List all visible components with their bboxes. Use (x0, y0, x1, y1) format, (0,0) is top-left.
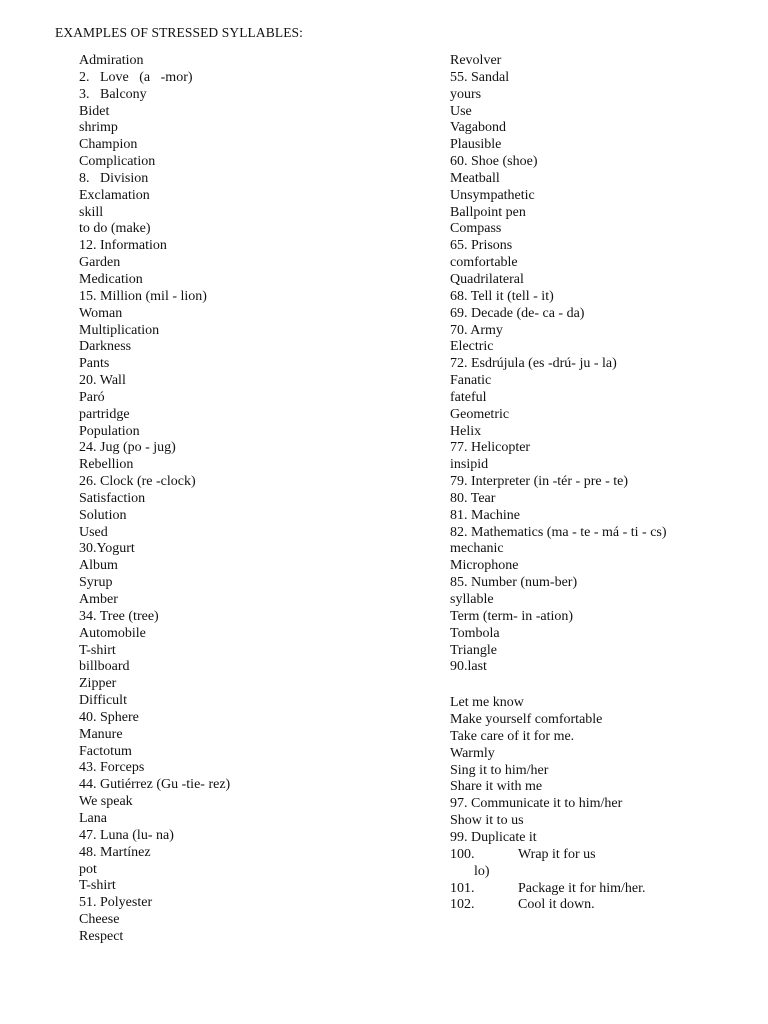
list-item: Microphone (450, 558, 519, 574)
list-item: Used (79, 524, 108, 540)
list-item: Woman (79, 305, 123, 321)
list-item: Compass (450, 221, 502, 237)
item-number: 101. (450, 880, 475, 896)
list-item: 82. Mathematics (ma - te - má - ti - cs) (450, 524, 667, 540)
item-text: Package it for him/her. (518, 880, 646, 896)
list-item: 43. Forceps (79, 760, 145, 776)
list-item: 69. Decade (de- ca - da) (450, 305, 585, 321)
list-item: 24. Jug (po - jug) (79, 440, 176, 456)
list-item: 8. Division (79, 170, 149, 186)
list-item: insipid (450, 457, 489, 473)
list-item: Zipper (79, 676, 117, 692)
list-item: partridge (79, 406, 130, 422)
list-item: 85. Number (num-ber) (450, 575, 578, 591)
list-item: Solution (79, 507, 127, 523)
list-item: Complication (79, 154, 156, 170)
list-item: Plausible (450, 137, 502, 153)
list-item: Lana (79, 810, 107, 826)
list-item: 44. Gutiérrez (Gu -tie- rez) (79, 777, 231, 793)
list-item: to do (make) (79, 221, 151, 237)
list-item: syllable (450, 592, 494, 607)
list-item: Triangle (450, 642, 497, 658)
list-item: Amber (79, 592, 118, 607)
list-item: 97. Communicate it to him/her (450, 796, 623, 812)
list-item: 60. Shoe (shoe) (450, 154, 538, 170)
list-item: pot (79, 861, 97, 877)
list-item: comfortable (450, 255, 518, 271)
list-item: 15. Million (mil - lion) (79, 288, 207, 304)
list-item: Unsympathetic (450, 187, 535, 203)
list-item: Population (79, 423, 140, 439)
list-item: Cheese (79, 912, 120, 928)
item-number: 100. (450, 846, 475, 862)
list-item: We speak (79, 794, 133, 810)
list-item: Electric (450, 339, 494, 355)
item-text: Cool it down. (518, 897, 595, 913)
list-item: 30.Yogurt (79, 541, 135, 557)
list-item: 68. Tell it (tell - it) (450, 288, 554, 304)
item-text: Wrap it for us (518, 846, 596, 862)
list-item-100-continuation: lo) (474, 863, 490, 879)
list-item: 77. Helicopter (450, 440, 531, 456)
list-item: Bidet (79, 103, 110, 119)
list-item: 65. Prisons (450, 238, 513, 254)
list-item: 72. Esdrújula (es -drú- ju - la) (450, 356, 617, 372)
list-item: 48. Martínez (79, 844, 151, 860)
list-item: 40. Sphere (79, 709, 139, 725)
list-item: Difficult (79, 693, 127, 709)
list-item: Admiration (79, 53, 144, 68)
list-item: shrimp (79, 120, 118, 136)
list-item: Quadrilateral (450, 271, 524, 287)
list-item: 2. Love (a -mor) (79, 69, 193, 85)
list-item: Helix (450, 423, 482, 439)
list-item: Ballpoint pen (450, 204, 526, 220)
list-item: Sing it to him/her (450, 762, 549, 778)
list-item: Album (79, 558, 118, 574)
list-item: Satisfaction (79, 490, 146, 506)
list-item: 51. Polyester (79, 895, 153, 911)
list-item: Respect (79, 928, 124, 944)
list-item: mechanic (450, 541, 504, 557)
list-item-100 (450, 847, 750, 864)
list-item: Fanatic (450, 373, 492, 389)
list-item: Make yourself comfortable (450, 712, 603, 728)
list-item: Darkness (79, 339, 132, 355)
list-item: Meatball (450, 170, 500, 186)
phrase-list (450, 695, 750, 847)
list-item: 70. Army (450, 322, 503, 338)
left-word-list (79, 53, 419, 946)
list-item: 80. Tear (450, 490, 496, 506)
list-item: 47. Luna (lu- na) (79, 827, 174, 843)
right-word-items (450, 53, 750, 676)
list-item: Show it to us (450, 813, 524, 829)
list-item: 3. Balcony (79, 86, 147, 102)
list-item: Manure (79, 726, 123, 742)
list-item: T-shirt (79, 878, 116, 894)
list-item-101 (450, 881, 750, 898)
list-item: 34. Tree (tree) (79, 608, 159, 624)
list-item: yours (450, 86, 482, 102)
list-item: 79. Interpreter (in -tér - pre - te) (450, 474, 629, 490)
list-item: 26. Clock (re -clock) (79, 474, 196, 490)
list-item: fateful (450, 389, 487, 405)
list-item: 81. Machine (450, 507, 520, 523)
list-item: Term (term- in -ation) (450, 608, 574, 624)
list-item: Tombola (450, 625, 500, 641)
list-item: Syrup (79, 575, 113, 591)
list-item: Revolver (450, 53, 502, 68)
list-item: Geometric (450, 406, 510, 422)
list-item: 90.last (450, 659, 487, 675)
list-item: Pants (79, 356, 110, 372)
list-item: 20. Wall (79, 373, 126, 389)
list-item-102 (450, 897, 750, 914)
list-item: Factotum (79, 743, 132, 759)
right-word-list (450, 53, 750, 914)
list-item: T-shirt (79, 642, 116, 658)
list-item: Automobile (79, 625, 146, 641)
list-item: Vagabond (450, 120, 506, 136)
item-number: 102. (450, 897, 475, 913)
list-item: 12. Information (79, 238, 167, 254)
list-item: Medication (79, 271, 143, 287)
page-title: EXAMPLES OF STRESSED SYLLABLES: (55, 25, 304, 40)
list-item: Rebellion (79, 457, 134, 473)
list-item: 99. Duplicate it (450, 829, 537, 845)
list-item: Let me know (450, 695, 524, 711)
list-item: Multiplication (79, 322, 160, 338)
list-item: 55. Sandal (450, 69, 510, 85)
list-item: Take care of it for me. (450, 728, 575, 744)
list-item: Champion (79, 137, 138, 153)
list-gap (450, 676, 750, 695)
list-item: Use (450, 103, 472, 119)
list-item: Share it with me (450, 779, 543, 795)
list-item: billboard (79, 659, 130, 675)
list-item: Garden (79, 255, 121, 271)
list-item: skill (79, 204, 104, 220)
list-item: Exclamation (79, 187, 150, 203)
list-item: Warmly (450, 745, 495, 761)
list-item: Paró (79, 389, 105, 405)
